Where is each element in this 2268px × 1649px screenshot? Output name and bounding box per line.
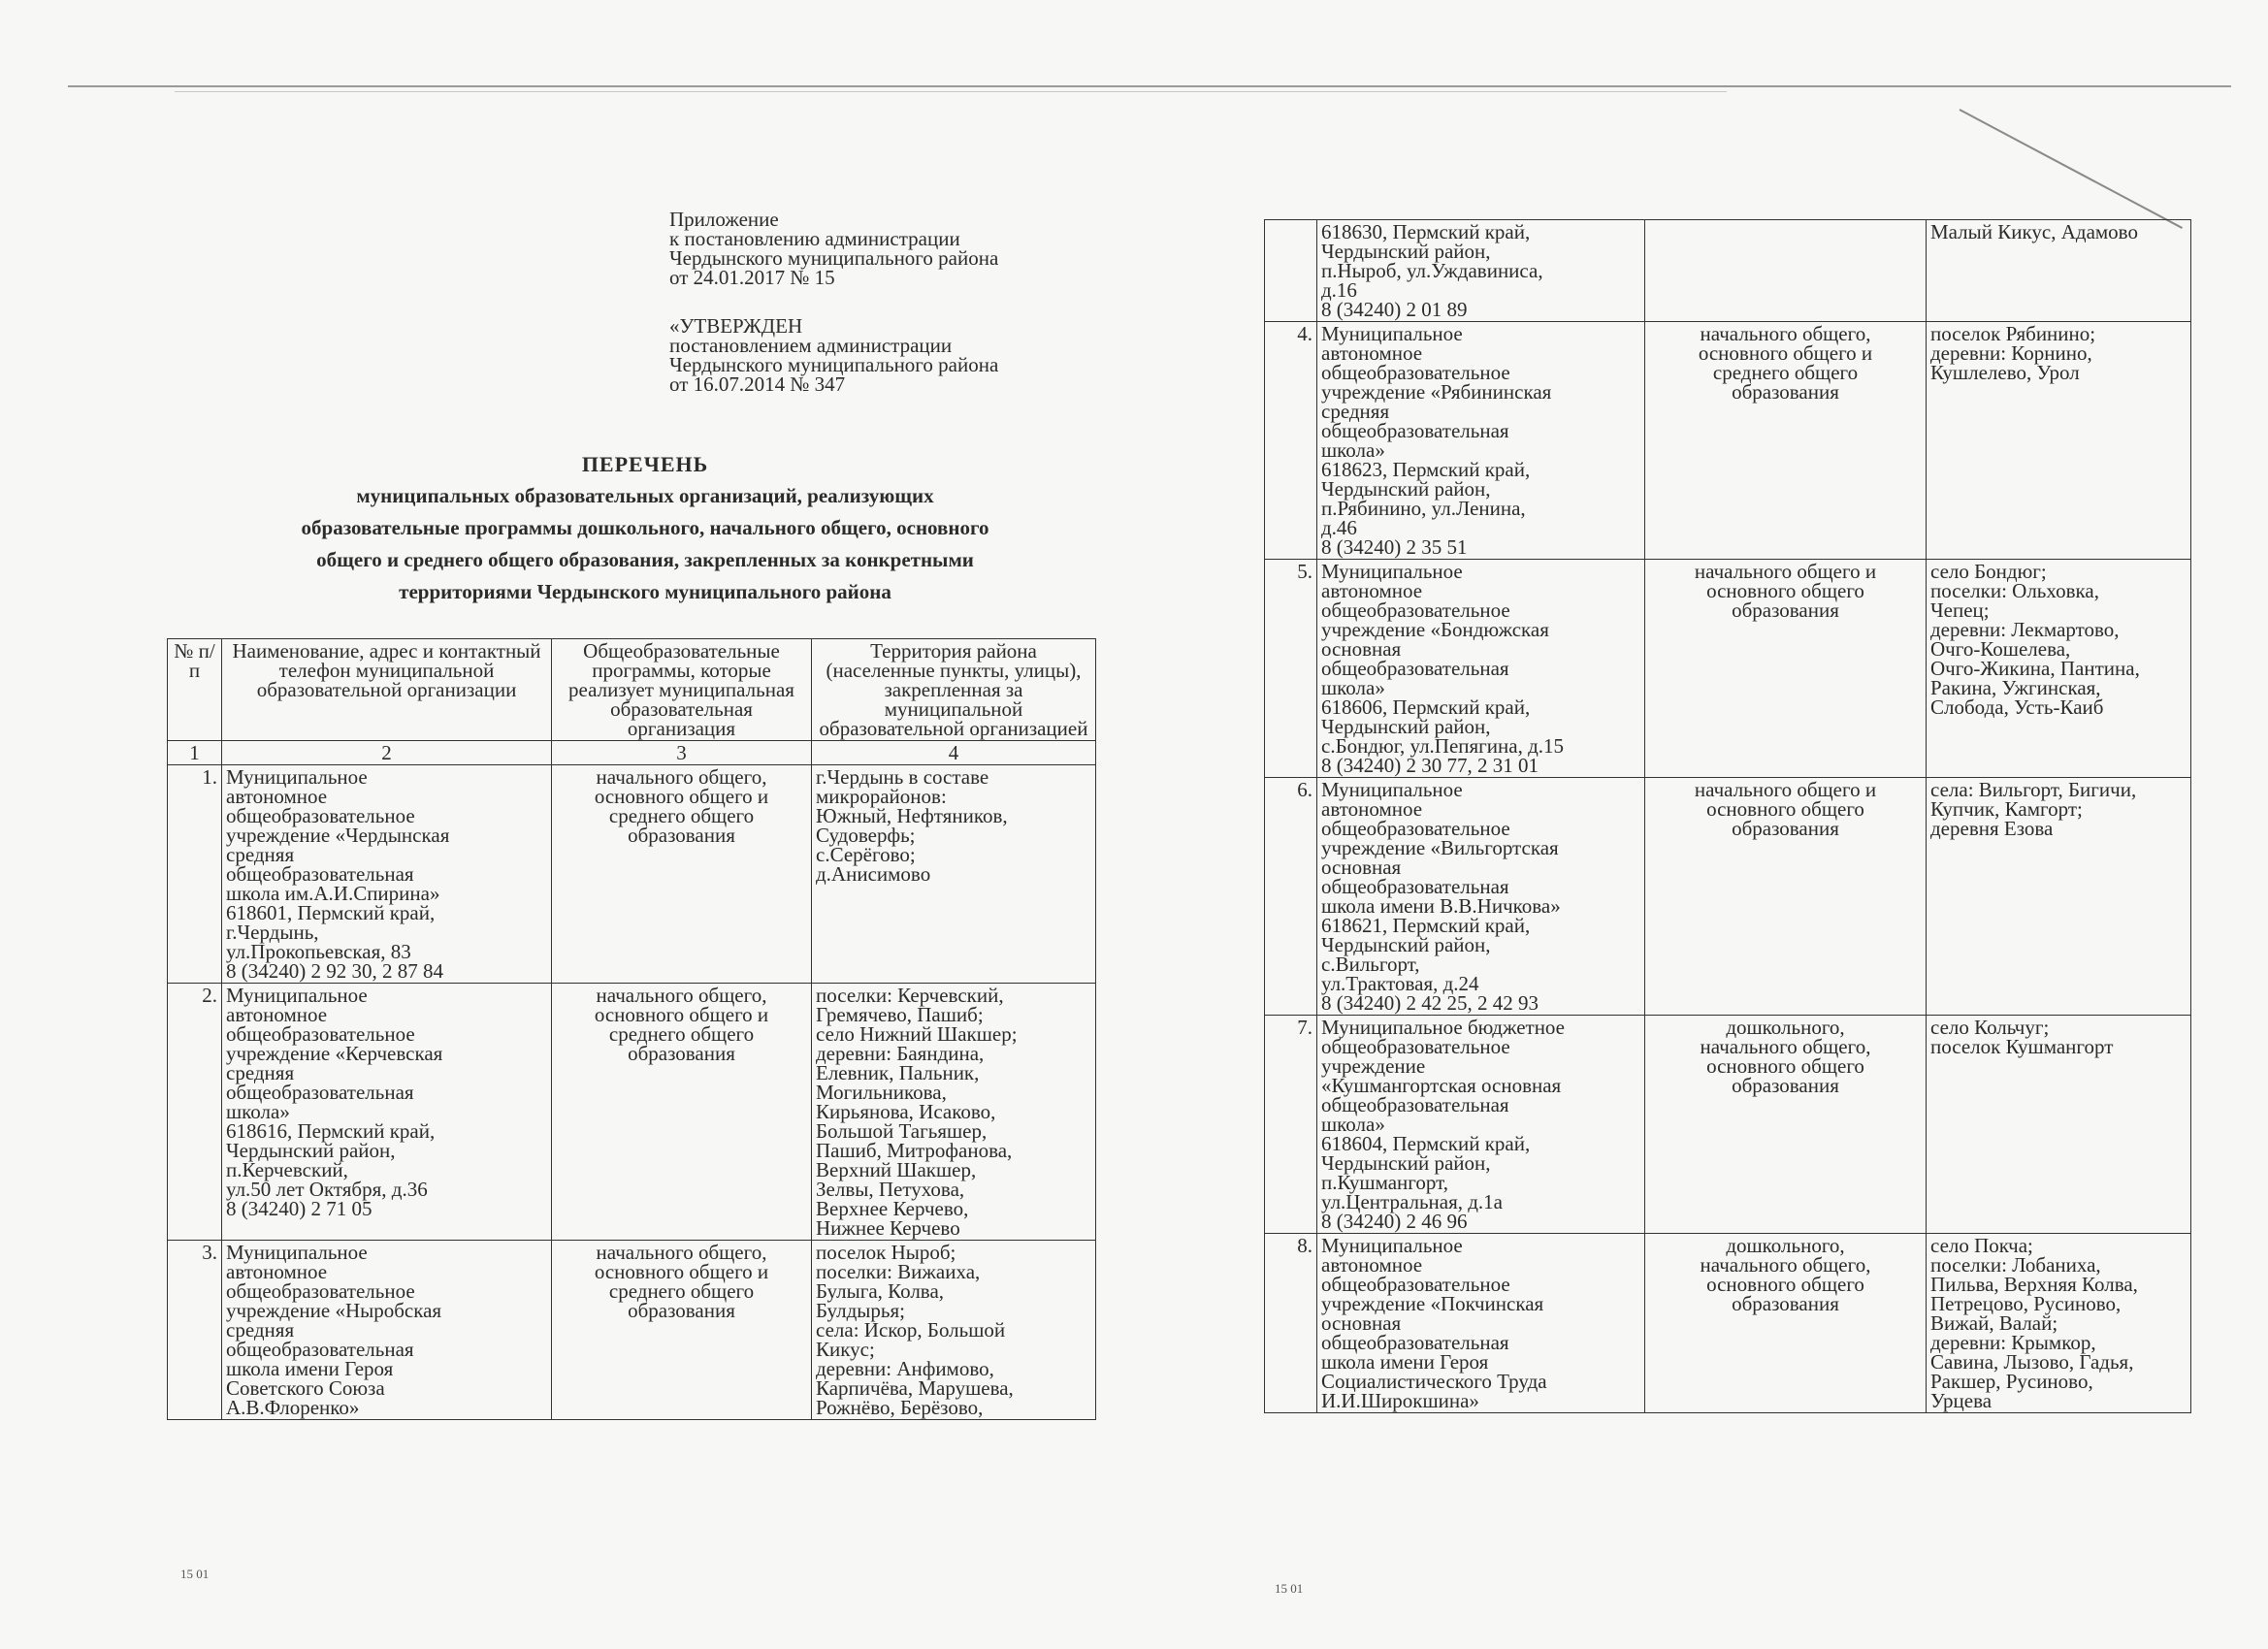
programs-cell (1645, 220, 1927, 322)
subtitle-line: территориями Чердынского муниципального района (399, 580, 891, 603)
table-row (168, 1241, 1096, 1420)
column-number: 4 (812, 741, 1096, 765)
territory-cell: г.Чердынь в составе микрорайонов: Южный, Нефтяников, Судоверфь; с.Серёгово; д.Анисимово (812, 765, 1096, 984)
programs-cell: дошкольного, начального общего, основного общего образования (1645, 1016, 1927, 1234)
programs-cell: начального общего, основного общего и среднего общего образования (552, 765, 812, 984)
appendix-line: к постановлению администрации (669, 227, 960, 250)
table-row (1265, 1234, 2191, 1413)
column-number-row (168, 741, 1096, 765)
table-row (168, 765, 1096, 984)
programs-cell: начального общего и основного общего образования (1645, 560, 1927, 778)
programs-cell: начального общего, основного общего и среднего общего образования (552, 1241, 812, 1420)
territory-cell: село Покча; поселки: Лобаниха, Пильва, Верхняя Колва, Петрецово, Русиново, Вижай, Валай; деревни: Крымкор, Савина, Лызово, Гадья, Ракшер, Русиново, Урцева (1927, 1234, 2191, 1413)
title-heading: ПЕРЕЧЕНЬ (581, 452, 709, 476)
header-programs: Общеобразовательные программы, которые реализует муниципальная образовательная организация (552, 639, 812, 741)
organization-cell: Муниципальное автономное общеобразовательное учреждение «Покчинская основная общеобразовательная школа имени Героя Социалистического Труда И.И.Широкшина» (1317, 1234, 1645, 1413)
table-row (1265, 1016, 2191, 1234)
header-territory: Территория района (населенные пункты, улицы), закрепленная за муниципальной образовательной организацией (812, 639, 1096, 741)
programs-cell: дошкольного, начального общего, основного общего образования (1645, 1234, 1927, 1413)
appendix-block (669, 210, 998, 287)
organization-cell: Муниципальное автономное общеобразовательное учреждение «Керчевская средняя общеобразовательная школа» 618616, Пермский край, Чердынский район, п.Керчевский, ул.50 лет Октября, д.36 8 (34240) 2 71 05 (222, 984, 552, 1241)
subtitle-line: муниципальных образовательных организаций, реализующих (356, 484, 934, 507)
table-row (168, 984, 1096, 1241)
territory-cell: поселок Рябинино; деревни: Корнино, Кушлелево, Урол (1927, 322, 2191, 560)
appendix-line: от 24.01.2017 № 15 (669, 266, 835, 289)
page-number: 15 01 (1275, 1581, 1304, 1596)
header-num: № п/п (168, 639, 222, 741)
territory-cell: села: Вильгорт, Бигичи, Купчик, Камгорт; деревня Езова (1927, 778, 2191, 1016)
organizations-table-left (167, 638, 1096, 1420)
organization-cell: Муниципальное автономное общеобразовательное учреждение «Ныробская средняя общеобразовательная школа имени Героя Советского Союза А.В.Флоренко» (222, 1241, 552, 1420)
organization-cell: Муниципальное автономное общеобразовательное учреждение «Чердынская средняя общеобразовательная школа им.А.И.Спирина» 618601, Пермский край, г.Чердынь, ул.Прокопьевская, 83 8 (34240) 2 92 30, 2 87 84 (222, 765, 552, 984)
row-number: 5. (1265, 560, 1317, 778)
column-number: 1 (168, 741, 222, 765)
appendix-line: Приложение (669, 208, 779, 231)
territory-cell: село Бондюг; поселки: Ольховка, Чепец; деревни: Лекмартово, Очго-Кошелева, Очго-Жикина, Пантина, Ракина, Ужгинская, Слобода, Усть-Каиб (1927, 560, 2191, 778)
territory-cell: село Кольчуг; поселок Кушмангорт (1927, 1016, 2191, 1234)
header-organization: Наименование, адрес и контактный телефон муниципальной образовательной организации (222, 639, 552, 741)
territory-cell: поселки: Керчевский, Гремячево, Пашиб; село Нижний Шакшер; деревни: Баяндина, Елевник, Пальник, Могильникова, Кирьянова, Исаково, Большой Тагьяшер, Пашиб, Митрофанова, Верхний Шакшер, Зелвы, Петухова, Верхнее Керчево, Нижнее Керчево (812, 984, 1096, 1241)
row-number: 4. (1265, 322, 1317, 560)
right-page (1134, 0, 2268, 1649)
organization-cell: Муниципальное автономное общеобразовательное учреждение «Бондюжская основная общеобразовательная школа» 618606, Пермский край, Чердынский район, с.Бондюг, ул.Пепягина, д.15 8 (34240) 2 30 77, 2 31 01 (1317, 560, 1645, 778)
territory-cell: Малый Кикус, Адамово (1927, 220, 2191, 322)
approved-line: Чердынского муниципального района (669, 353, 999, 376)
territory-cell: поселок Ныроб; поселки: Вижаиха, Булыга, Колва, Булдырья; села: Искор, Большой Кикус; деревни: Анфимово, Карпичёва, Марушева, Рожнёво, Берёзово, (812, 1241, 1096, 1420)
approved-line: постановлением администрации (669, 334, 953, 357)
row-number: 6. (1265, 778, 1317, 1016)
table-row (1265, 778, 2191, 1016)
approved-line: «УТВЕРЖДЕН (669, 314, 803, 338)
approved-line: от 16.07.2014 № 347 (669, 372, 846, 396)
subtitle-line: общего и среднего общего образования, закрепленных за конкретными (316, 548, 974, 571)
subtitle-line: образовательные программы дошкольного, начального общего, основного (301, 516, 989, 539)
approved-block (669, 316, 998, 394)
appendix-line: Чердынского муниципального района (669, 246, 999, 270)
row-number: 7. (1265, 1016, 1317, 1234)
row-number: 3. (168, 1241, 222, 1420)
table-header-row (168, 639, 1096, 741)
table-row (1265, 322, 2191, 560)
row-number: 2. (168, 984, 222, 1241)
table-row (1265, 220, 2191, 322)
column-number: 2 (222, 741, 552, 765)
column-number: 3 (552, 741, 812, 765)
organization-cell: 618630, Пермский край, Чердынский район, п.Ныроб, ул.Уждавиниса, д.16 8 (34240) 2 01 89 (1317, 220, 1645, 322)
programs-cell: начального общего и основного общего образования (1645, 778, 1927, 1016)
programs-cell: начального общего, основного общего и среднего общего образования (552, 984, 812, 1241)
row-number: 1. (168, 765, 222, 984)
organization-cell: Муниципальное автономное общеобразовательное учреждение «Вильгортская основная общеобразовательная школа имени В.В.Ничкова» 618621, Пермский край, Чердынский район, с.Вильгорт, ул.Трактовая, д.24 8 (34240) 2 42 25, 2 42 93 (1317, 778, 1645, 1016)
organizations-table-right (1264, 219, 2191, 1413)
document-title (194, 448, 1096, 608)
table-row (1265, 560, 2191, 778)
organization-cell: Муниципальное автономное общеобразовательное учреждение «Рябининская средняя общеобразовательная школа» 618623, Пермский край, Чердынский район, п.Рябинино, ул.Ленина, д.46 8 (34240) 2 35 51 (1317, 322, 1645, 560)
row-number: 8. (1265, 1234, 1317, 1413)
row-number (1265, 220, 1317, 322)
programs-cell: начального общего, основного общего и среднего общего образования (1645, 322, 1927, 560)
organization-cell: Муниципальное бюджетное общеобразовательное учреждение «Кушмангортская основная общеобразовательная школа» 618604, Пермский край, Чердынский район, п.Кушмангорт, ул.Центральная, д.1а 8 (34240) 2 46 96 (1317, 1016, 1645, 1234)
page-number: 15 01 (180, 1567, 210, 1581)
